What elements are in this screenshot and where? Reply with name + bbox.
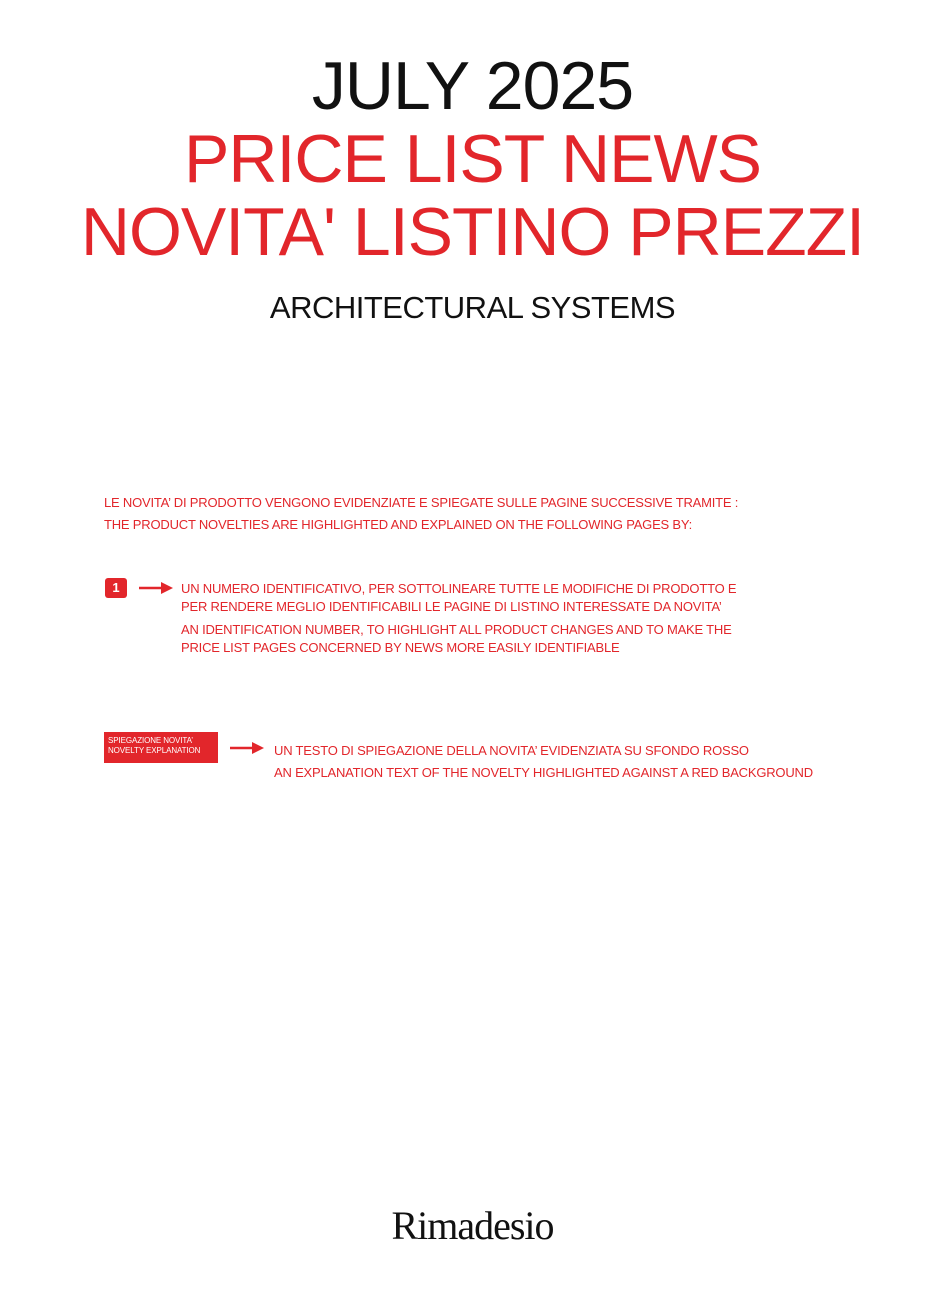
explanation-box-line-english: NOVELTY EXPLANATION <box>108 746 201 755</box>
explanation-line: AN EXPLANATION TEXT OF THE NOVELTY HIGHLIGHTED AGAINST A RED BACKGROUND <box>274 765 813 780</box>
explanation-line: UN TESTO DI SPIEGAZIONE DELLA NOVITA’ EVIDENZIATA SU SFONDO ROSSO <box>274 743 749 758</box>
brand-logo: Rimadesio <box>391 1203 554 1248</box>
novelty-explanation-box <box>104 732 218 763</box>
identification-description <box>181 580 736 657</box>
identification-line: PRICE LIST PAGES CONCERNED BY NEWS MORE EASILY IDENTIFIABLE <box>181 640 620 655</box>
identification-line: UN NUMERO IDENTIFICATIVO, PER SOTTOLINEARE TUTTE LE MODIFICHE DI PRODOTTO E <box>181 581 737 596</box>
identification-number-badge: 1 <box>105 578 127 598</box>
title-italian: NOVITA' LISTINO PREZZI <box>80 194 865 270</box>
identification-line: PER RENDERE MEGLIO IDENTIFICABILI LE PAGINE DI LISTINO INTERESSATE DA NOVITA’ <box>181 599 722 614</box>
document-subtitle: ARCHITECTURAL SYSTEMS <box>269 290 676 325</box>
right-arrow-icon <box>230 742 264 754</box>
title-block <box>0 48 945 271</box>
document-date: JULY 2025 <box>311 48 634 124</box>
explanation-box-line-italian: SPIEGAZIONE NOVITA’ <box>108 736 193 745</box>
identification-line: AN IDENTIFICATION NUMBER, TO HIGHLIGHT ALL PRODUCT CHANGES AND TO MAKE THE <box>181 622 732 637</box>
intro-line-italian: LE NOVITA’ DI PRODOTTO VENGONO EVIDENZIATE E SPIEGATE SULLE PAGINE SUCCESSIVE TRAMITE : <box>104 495 739 510</box>
intro-text <box>104 492 738 536</box>
title-english: PRICE LIST NEWS <box>184 121 761 197</box>
explanation-description <box>274 740 813 784</box>
intro-line-english: THE PRODUCT NOVELTIES ARE HIGHLIGHTED AND EXPLAINED ON THE FOLLOWING PAGES BY: <box>104 517 693 532</box>
right-arrow-icon <box>139 582 173 594</box>
